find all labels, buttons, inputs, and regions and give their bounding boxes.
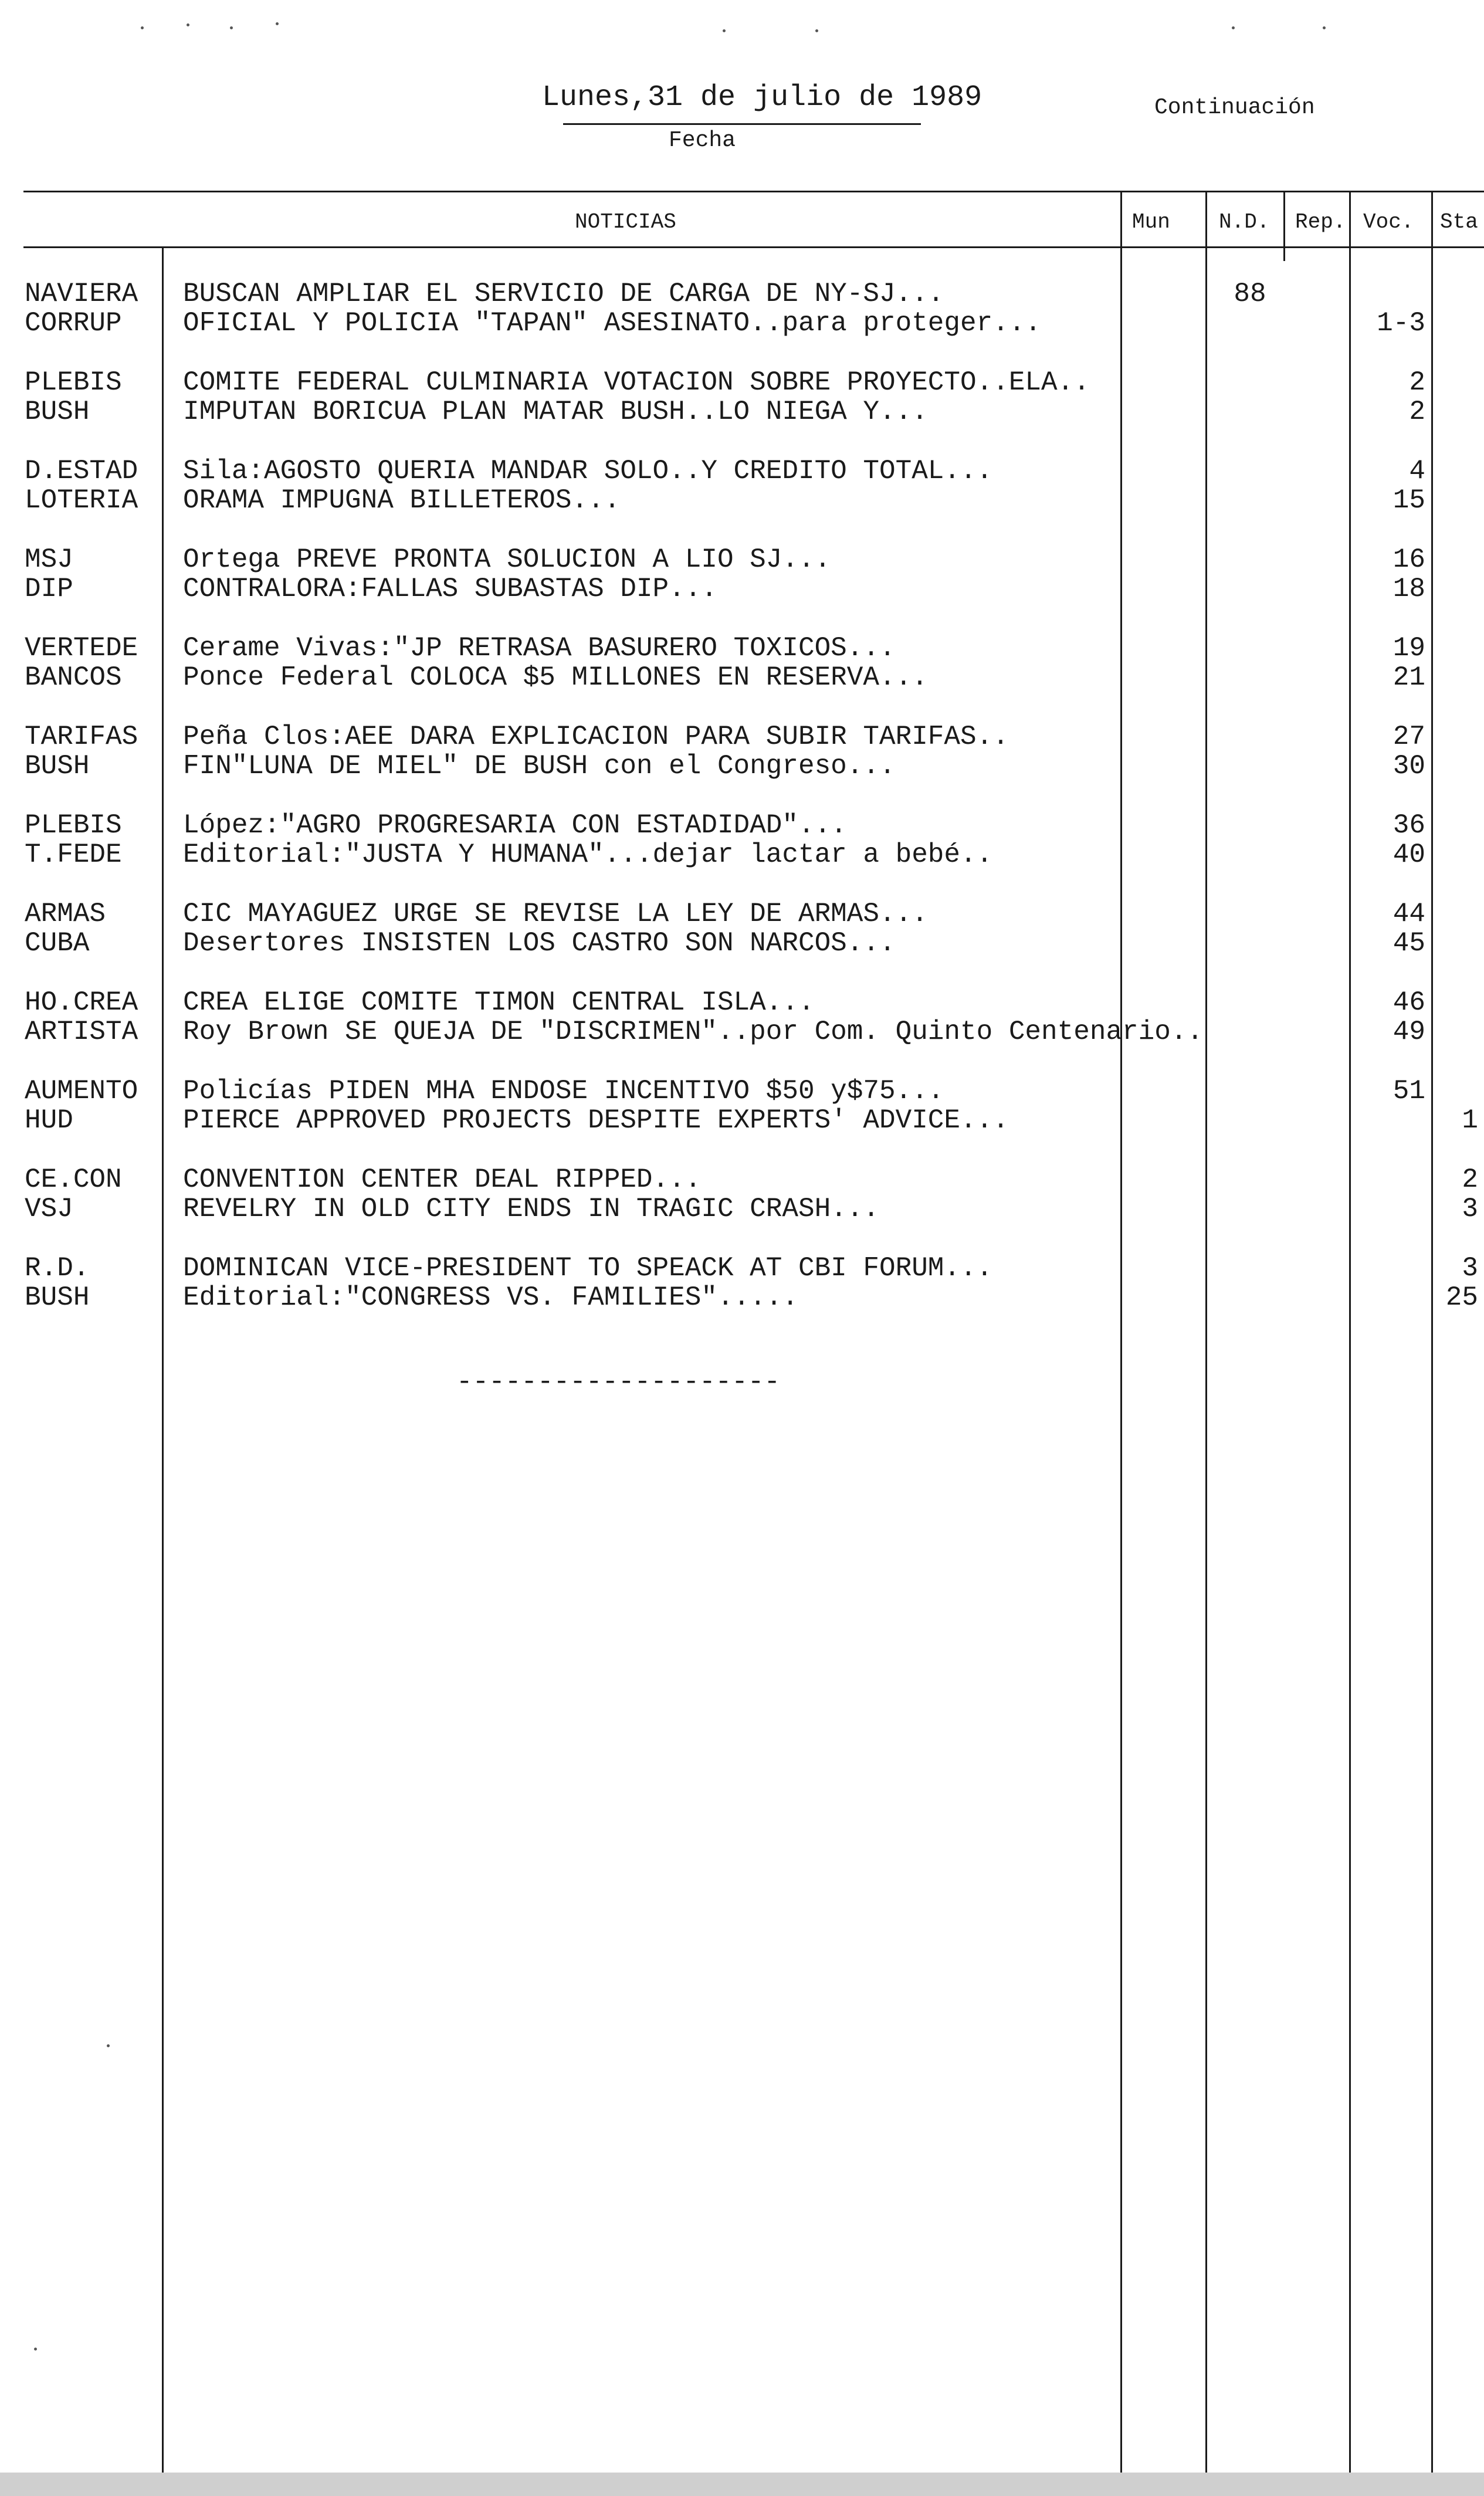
row-title: PIERCE APPROVED PROJECTS DESPITE EXPERTS' ADVICE... (183, 1105, 1009, 1136)
row-code: AUMENTO (25, 1076, 138, 1106)
row-code: VERTEDE (25, 633, 138, 663)
row-title: IMPUTAN BORICUA PLAN MATAR BUSH..LO NIEGA Y... (183, 397, 928, 427)
row-title: ORAMA IMPUGNA BILLETEROS... (183, 485, 621, 516)
row-title: Desertores INSISTEN LOS CASTRO SON NARCOS... (183, 928, 896, 959)
row-voc: 40 (1392, 839, 1425, 870)
row-code: PLEBIS (25, 810, 122, 841)
row-voc: 49 (1392, 1017, 1425, 1047)
table-row (0, 634, 1484, 663)
row-voc: 44 (1392, 899, 1425, 929)
table-row (0, 663, 1484, 692)
row-code: CORRUP (25, 308, 122, 338)
table-row (0, 279, 1484, 309)
scan-speck (187, 23, 189, 26)
row-title: Cerame Vivas:"JP RETRASA BASURERO TOXICOS... (183, 633, 896, 663)
table-row (0, 1254, 1484, 1283)
row-sta: 2 (1462, 1164, 1478, 1195)
row-code: DIP (25, 574, 73, 604)
column-header-rep: Rep. (1295, 210, 1346, 234)
row-code: ARTISTA (25, 1017, 138, 1047)
row-code: VSJ (25, 1194, 73, 1224)
row-voc: 2 (1409, 367, 1425, 398)
row-voc: 46 (1392, 987, 1425, 1018)
row-code: HUD (25, 1105, 73, 1136)
row-voc: 18 (1392, 574, 1425, 604)
row-title: Peña Clos:AEE DARA EXPLICACION PARA SUBIR TARIFAS.. (183, 722, 1009, 752)
column-header-voc: Voc. (1363, 210, 1414, 234)
table-row (0, 1194, 1484, 1224)
table-row (0, 397, 1484, 426)
sta-column-divider (1431, 191, 1433, 2496)
row-code: ARMAS (25, 899, 106, 929)
row-code: HO.CREA (25, 987, 138, 1018)
row-code: BANCOS (25, 662, 122, 693)
row-title: REVELRY IN OLD CITY ENDS IN TRAGIC CRASH... (183, 1194, 879, 1224)
row-title: López:"AGRO PROGRESARIA CON ESTADIDAD"... (183, 810, 847, 841)
row-code: BUSH (25, 1282, 90, 1313)
row-title: Policías PIDEN MHA ENDOSE INCENTIVO $50 y$75... (183, 1076, 944, 1106)
row-nd: 88 (1234, 279, 1266, 309)
table-row (0, 368, 1484, 397)
row-sta: 1 (1462, 1105, 1478, 1136)
table-row (0, 988, 1484, 1017)
table-row (0, 1017, 1484, 1047)
row-voc: 2 (1409, 397, 1425, 427)
table-row (0, 545, 1484, 574)
mun-column-divider (1120, 191, 1122, 2496)
row-voc: 21 (1392, 662, 1425, 693)
row-sta: 3 (1462, 1253, 1478, 1283)
table-row (0, 1165, 1484, 1194)
scan-bottom-edge (0, 2473, 1484, 2496)
rep-column-divider (1283, 191, 1285, 261)
row-code: NAVIERA (25, 279, 138, 309)
table-row (0, 929, 1484, 958)
continuation-label: Continuación (1154, 95, 1315, 120)
row-voc: 4 (1409, 456, 1425, 486)
table-row (0, 811, 1484, 840)
scan-speck (1323, 26, 1326, 29)
table-row (0, 722, 1484, 751)
scan-speck (34, 2348, 37, 2351)
row-voc: 51 (1392, 1076, 1425, 1106)
row-code: TARIFAS (25, 722, 138, 752)
date-label: Fecha (669, 128, 736, 153)
row-title: Ponce Federal COLOCA $5 MILLONES EN RESERVA... (183, 662, 928, 693)
row-voc: 15 (1392, 485, 1425, 516)
row-title: BUSCAN AMPLIAR EL SERVICIO DE CARGA DE NY-SJ... (183, 279, 944, 309)
date-text: Lunes,31 de julio de 1989 (542, 81, 982, 114)
row-code: CE.CON (25, 1164, 122, 1195)
row-sta: 25 (1445, 1282, 1478, 1313)
scan-speck (230, 26, 233, 29)
row-code: D.ESTAD (25, 456, 138, 486)
scan-speck (141, 26, 144, 29)
table-row (0, 840, 1484, 869)
table-row (0, 1106, 1484, 1135)
scan-speck (723, 29, 726, 32)
row-voc: 30 (1392, 751, 1425, 781)
scan-speck (107, 2044, 110, 2047)
column-header-mun: Mun (1132, 210, 1170, 234)
row-voc: 19 (1392, 633, 1425, 663)
table-row (0, 1076, 1484, 1106)
header-bottom-rule (23, 246, 1484, 248)
voc-column-divider (1349, 191, 1351, 2496)
row-voc: 36 (1392, 810, 1425, 841)
table-row (0, 1283, 1484, 1312)
row-code: PLEBIS (25, 367, 122, 398)
table-row (0, 751, 1484, 781)
scan-speck (276, 22, 279, 25)
table-top-rule (23, 191, 1484, 192)
row-title: FIN"LUNA DE MIEL" DE BUSH con el Congreso... (183, 751, 896, 781)
row-code: R.D. (25, 1253, 90, 1283)
column-header-noticias: NOTICIAS (575, 210, 676, 234)
date-underline (563, 123, 921, 125)
nd-column-divider (1205, 191, 1207, 2496)
row-title: Sila:AGOSTO QUERIA MANDAR SOLO..Y CREDITO TOTAL... (183, 456, 993, 486)
row-title: CREA ELIGE COMITE TIMON CENTRAL ISLA... (183, 987, 815, 1018)
scan-speck (815, 29, 818, 32)
row-title: Roy Brown SE QUEJA DE "DISCRIMEN"..por Com. Quinto Centenario.. (183, 1017, 1204, 1047)
row-title: CONTRALORA:FALLAS SUBASTAS DIP... (183, 574, 717, 604)
row-title: CONVENTION CENTER DEAL RIPPED... (183, 1164, 702, 1195)
row-code: T.FEDE (25, 839, 122, 870)
row-code: CUBA (25, 928, 90, 959)
row-voc: 1-3 (1377, 308, 1425, 338)
table-row (0, 899, 1484, 929)
row-code: BUSH (25, 751, 90, 781)
row-title: DOMINICAN VICE-PRESIDENT TO SPEACK AT CBI FORUM... (183, 1253, 993, 1283)
table-row (0, 456, 1484, 486)
row-title: Editorial:"JUSTA Y HUMANA"...dejar lactar a bebé.. (183, 839, 993, 870)
row-voc: 45 (1392, 928, 1425, 959)
row-title: OFICIAL Y POLICIA "TAPAN" ASESINATO..para proteger... (183, 308, 1042, 338)
table-row (0, 486, 1484, 515)
row-voc: 27 (1392, 722, 1425, 752)
row-code: BUSH (25, 397, 90, 427)
row-voc: 16 (1392, 544, 1425, 575)
end-separator: -------------------- (456, 1367, 781, 1397)
row-title: COMITE FEDERAL CULMINARIA VOTACION SOBRE PROYECTO..ELA.. (183, 367, 1090, 398)
row-title: CIC MAYAGUEZ URGE SE REVISE LA LEY DE ARMAS... (183, 899, 928, 929)
table-row (0, 309, 1484, 338)
row-title: Ortega PREVE PRONTA SOLUCION A LIO SJ... (183, 544, 831, 575)
row-code: MSJ (25, 544, 73, 575)
row-sta: 3 (1462, 1194, 1478, 1224)
column-header-nd: N.D. (1219, 210, 1270, 234)
table-row (0, 574, 1484, 604)
row-title: Editorial:"CONGRESS VS. FAMILIES"..... (183, 1282, 798, 1313)
column-header-sta: Sta (1440, 210, 1478, 234)
row-code: LOTERIA (25, 485, 138, 516)
scan-speck (1232, 26, 1235, 29)
